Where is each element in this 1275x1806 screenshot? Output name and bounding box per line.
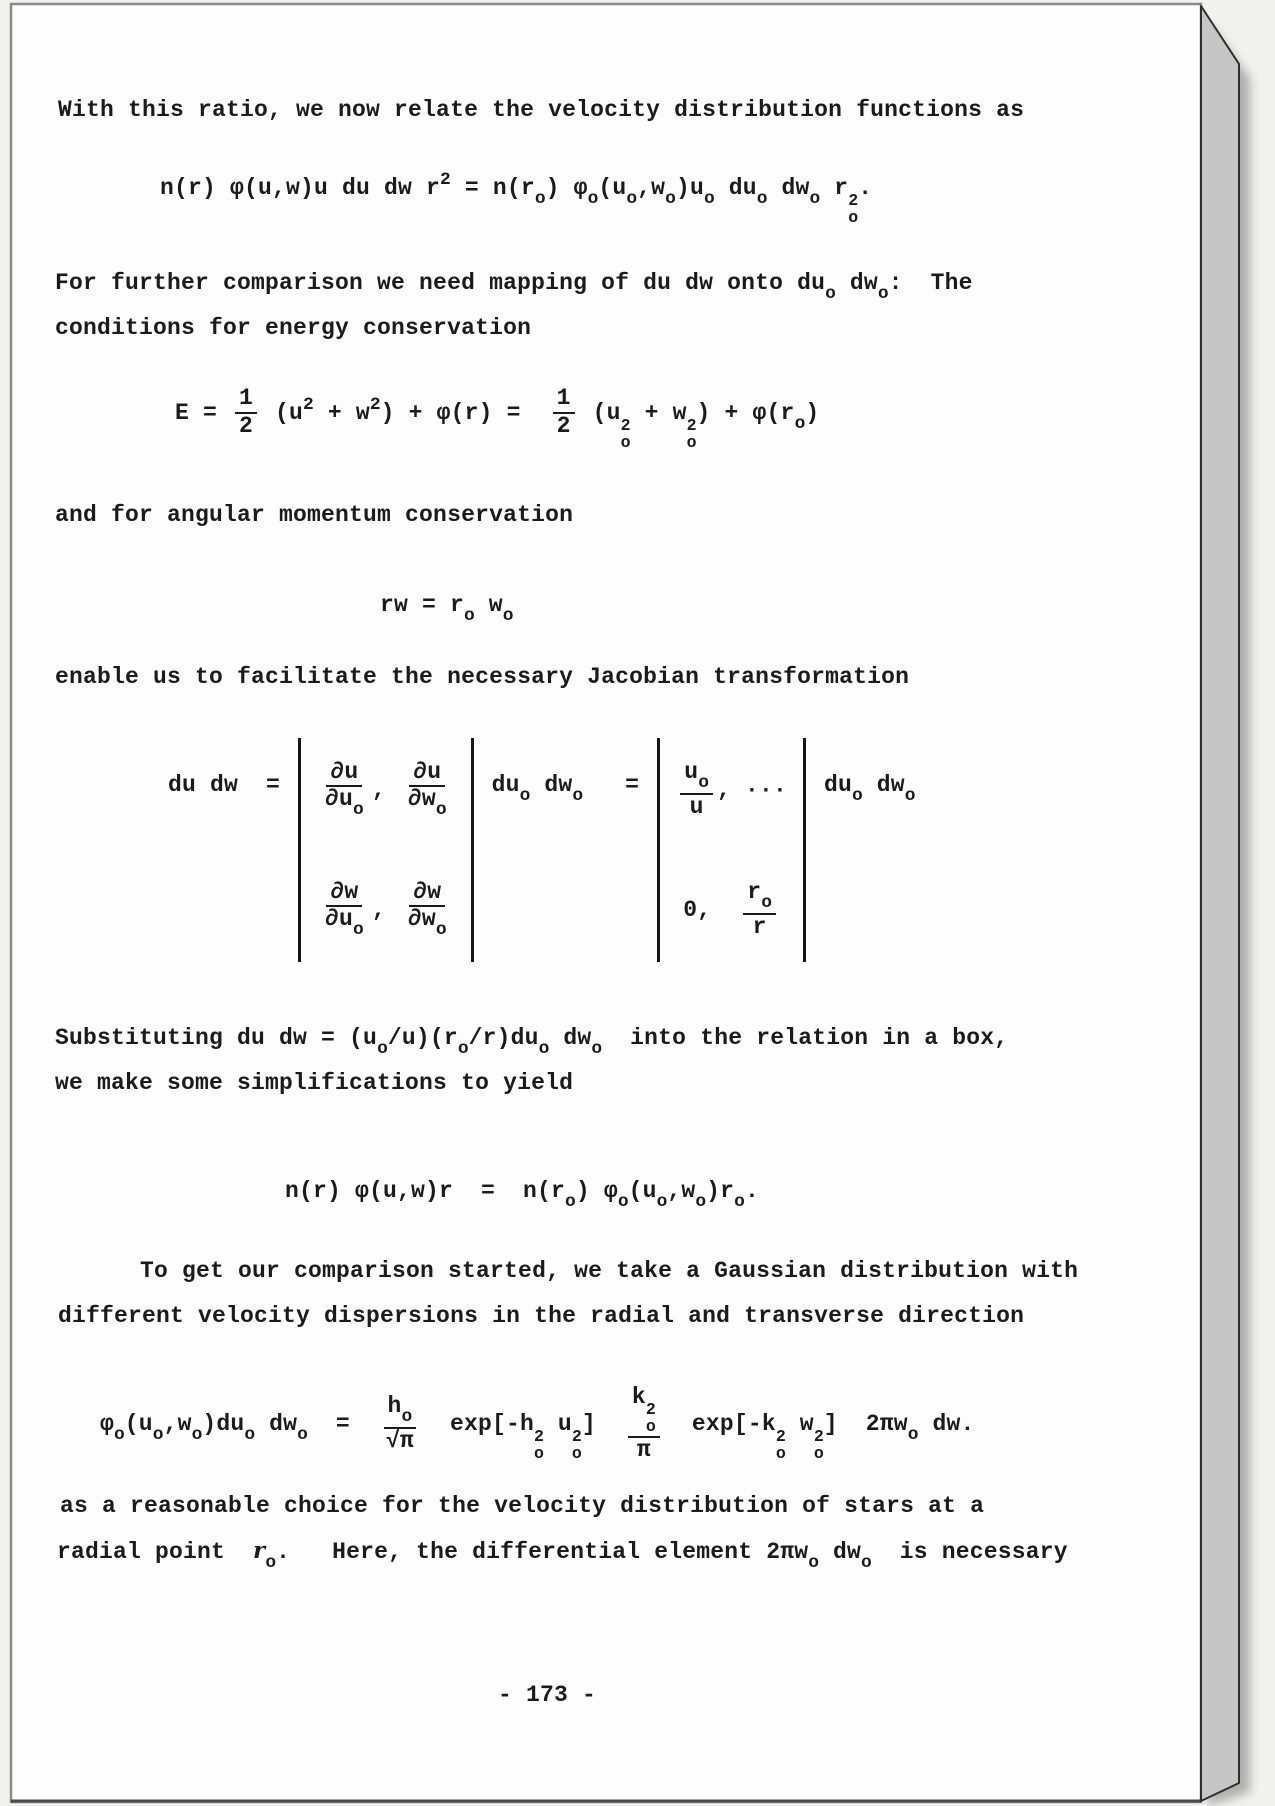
matrix-row: $\frac{\partial w}{\partial u_o}$ , $\frac{\partial w}{\partial w_o}$ (325, 878, 447, 941)
determinant-1 (298, 738, 474, 962)
paragraph-jacobian-intro: enable us to facilitate the necessary Jacobian transformation (55, 664, 910, 690)
matrix-row: 0, $\frac{r_o}{r}$ (676, 868, 787, 952)
determinant-2 (657, 738, 806, 962)
equation-velocity-distribution-relation: n(r) φ(u,w)u du dw $r^2 = n(r_o)$ $\varphi_o(u_o,w_o)u_o$ $du_o$ $dw_o$ r 2 o . (160, 170, 873, 227)
jacobian-mid: $du_o$ $dw_o$ = (491, 772, 640, 806)
equation-simplified-relation: n(r) $\varphi(u,w)r = n(r_o)$ $\varphi_o(u_o,w_o)r_o$. (285, 1178, 759, 1212)
matrix-row: $\frac{\partial u}{\partial u_o}$ , $\frac{\partial u}{\partial w_o}$ (325, 758, 447, 821)
paragraph-substitution-line-2: we make some simplifications to yield (55, 1070, 574, 1096)
equation-energy-conservation: E = $\frac{1}{2}$ $(u^2 + w^2) + \varphi(r)$ = $\frac{1}{2}$ (u 2 o + w 2 o ) + $\varphi(r_o)$ (175, 385, 820, 452)
paragraph-substitution-line-1: Substituting du dw = $(u_o/u)(r_o/r)du_o$ $dw_o$ into the relation in a box, (55, 1025, 1009, 1059)
paragraph-mapping-line-1: For further comparison we need mapping of du dw onto $du_o$ $dw_o$: The (55, 270, 973, 304)
paragraph-angular-momentum: and for angular momentum conservation (55, 502, 574, 528)
page-number: - 173 - (498, 1682, 597, 1708)
equation-gaussian-distribution: $\varphi_o(u_o,w_o)du_o$ $dw_o$ = $\frac{h_o}{√\pi}$ exp[-h 2 o u 2 o ] k 2 o π exp[-k 2 o w 2 o ] $2\pi w_o$ dw. (100, 1384, 975, 1464)
jacobian-rhs: $du_o$ $dw_o$ (823, 772, 916, 806)
paragraph-gaussian-line-2: different velocity dispersions in the radial and transverse direction (58, 1303, 1025, 1329)
matrix-row: $\frac{u_o}{u}$ , ··· (676, 748, 787, 832)
determinant-bar (471, 738, 474, 962)
paragraph-intro: With this ratio, we now relate the velocity distribution functions as (58, 97, 1025, 123)
jacobian-lhs: du dw = (168, 772, 281, 798)
jacobian-equation (168, 738, 916, 962)
paragraph-choice-line-2: radial point $r_o$. Here, the differential element $2\pi w_o$ $dw_o$ is necessary (57, 1537, 1068, 1573)
paragraph-choice-line-1: as a reasonable choice for the velocity distribution of stars at a (60, 1493, 985, 1519)
determinant-bar (803, 738, 806, 962)
paragraph-mapping-line-2: conditions for energy conservation (55, 315, 532, 341)
equation-angular-momentum: rw = $r_o$ $w_o$ (380, 592, 514, 626)
paragraph-gaussian-line-1: To get our comparison started, we take a Gaussian distribution with (140, 1258, 1079, 1284)
page-thickness-edge (1201, 6, 1239, 1801)
